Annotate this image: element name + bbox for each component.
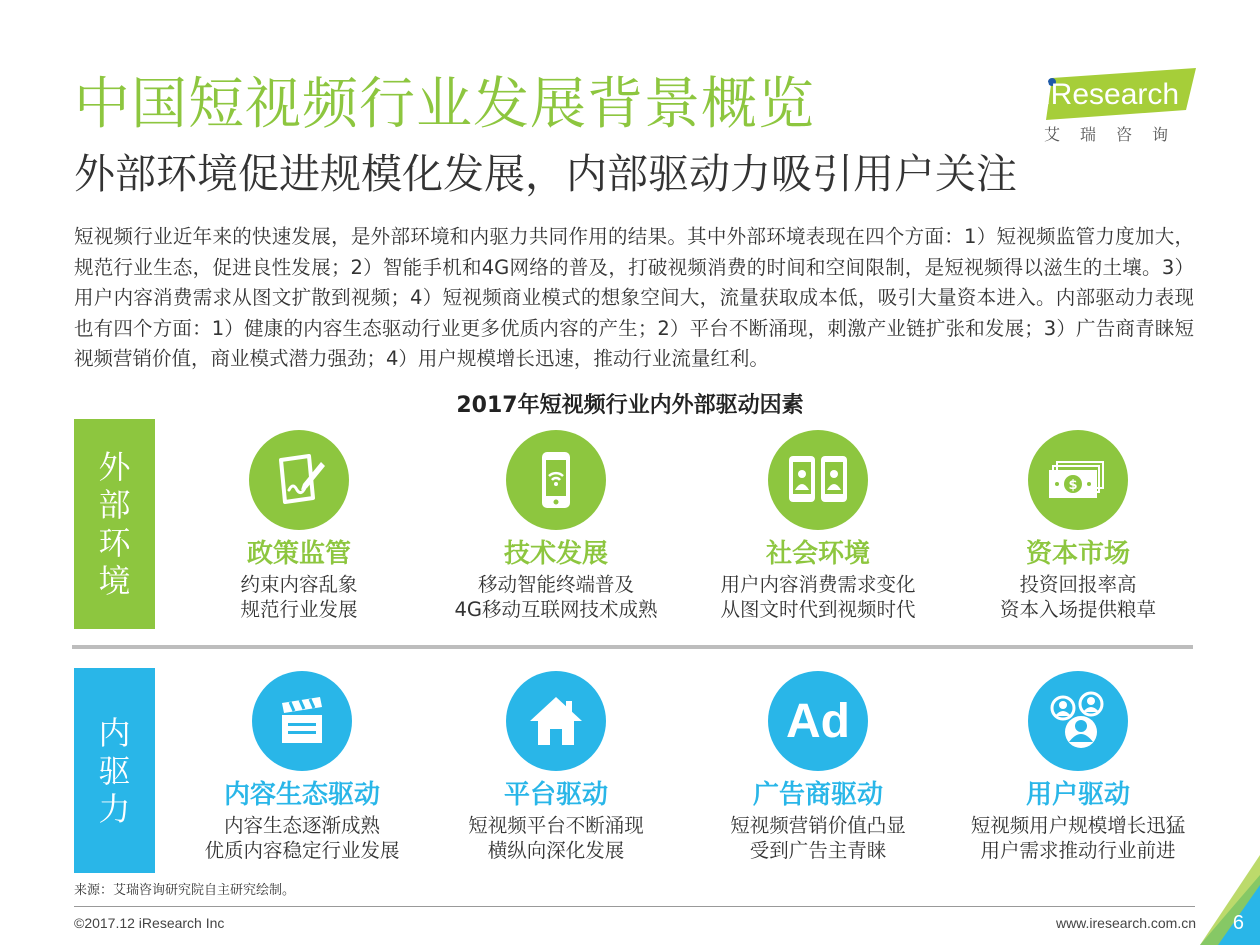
ad-icon (768, 671, 868, 771)
factor-policy (169, 430, 429, 622)
document-sign-icon (249, 430, 349, 530)
factor-title: 平台驱动 (503, 780, 608, 810)
label-char: 境 (98, 562, 131, 600)
home-icon (506, 671, 606, 771)
factor-desc: 约束内容乱象 (240, 573, 358, 596)
intro-paragraph: 短视频行业近年来的快速发展，是外部环境和内驱力共同作用的结果。其中外部环境表现在四个方面：1）短视频监管力度加大，规范行业生态，促进良性发展；2）智能手机和4G网络的普及，打破视频消费的时间和空间限制，是短视频得以滋生的土壤。3）用户内容消费需求从图文扩散到视频；4）短视频商业模式的想象空间大，流量获取成本低，吸引大量资本进入。内部驱动力表现也有四个方面：1）健康的内容生态驱动行业更多优质内容的产生；2）平台不断涌现，刺激产业链扩张和发展；3）广告商青睐短视频营销价值，商业模式潜力强劲；4）用户规模增长迅速，推动行业流量红利。 (74, 225, 1194, 370)
factor-desc: 规范行业发展 (240, 598, 358, 621)
factor-desc: 从图文时代到视频时代 (720, 598, 916, 621)
factor-desc: 用户内容消费需求变化 (720, 573, 916, 596)
source-note: 来源：艾瑞咨询研究院自主研究绘制。 (74, 883, 296, 898)
label-char: 部 (98, 486, 131, 524)
factor-desc: 移动智能终端普及 (477, 573, 634, 596)
factor-desc: 横纵向深化发展 (487, 839, 625, 862)
copyright-text: ©2017.12 iResearch Inc (74, 915, 225, 931)
factor-content (172, 671, 432, 863)
factor-title: 内容生态驱动 (223, 780, 380, 810)
factor-title: 政策监管 (246, 539, 351, 569)
factor-desc: 受到广告主青睐 (749, 839, 887, 862)
svg-text:Ad: Ad (786, 695, 850, 748)
label-char: 内 (98, 713, 131, 752)
factor-advertiser (688, 671, 948, 863)
iresearch-logo (1038, 68, 1198, 148)
website-link[interactable]: www.iresearch.com.cn (1055, 915, 1196, 931)
label-char: 环 (98, 524, 131, 562)
external-environment-label (74, 419, 155, 629)
smartphone-wifi-icon (506, 430, 606, 530)
section-divider (72, 645, 1193, 649)
factor-capital (948, 430, 1208, 622)
factor-desc: 短视频营销价值凸显 (730, 814, 906, 837)
svg-text:$: $ (1068, 478, 1078, 493)
factor-title: 技术发展 (503, 539, 608, 569)
chart-title: 2017年短视频行业内外部驱动因素 (456, 393, 804, 418)
internal-drivers-label (74, 668, 155, 873)
factor-title: 用户驱动 (1025, 780, 1130, 810)
label-char: 力 (98, 789, 131, 828)
factor-desc: 短视频用户规模增长迅猛 (970, 814, 1186, 837)
factor-title: 社会环境 (765, 539, 870, 569)
factor-title: 资本市场 (1025, 539, 1130, 569)
corner-decoration (1200, 855, 1260, 945)
clapperboard-icon (252, 671, 352, 771)
factor-desc: 短视频平台不断涌现 (468, 814, 644, 837)
logo-brand-text: iResearch (1044, 78, 1180, 111)
factor-desc: 优质内容稳定行业发展 (204, 839, 400, 862)
factor-platform (426, 671, 686, 863)
factor-technology (426, 430, 686, 622)
label-char: 驱 (98, 751, 131, 790)
factor-desc: 内容生态逐渐成熟 (223, 814, 380, 837)
page-number: 6 (1232, 912, 1244, 934)
factor-society (688, 430, 948, 622)
label-char: 外 (98, 448, 131, 486)
page-subtitle: 外部环境促进规模化发展，内部驱动力吸引用户关注 (74, 150, 1017, 198)
page-title: 中国短视频行业发展背景概览 (74, 72, 815, 137)
factor-users (948, 671, 1208, 863)
factor-desc: 用户需求推动行业前进 (980, 839, 1176, 862)
money-stack-icon (1028, 430, 1128, 530)
factor-desc: 4G移动互联网技术成熟 (454, 598, 658, 621)
footer-divider (74, 906, 1195, 907)
factor-desc: 资本入场提供粮草 (999, 598, 1156, 621)
factor-title: 广告商驱动 (752, 780, 883, 810)
users-icon (1028, 671, 1128, 771)
video-chat-icon (768, 430, 868, 530)
factor-desc: 投资回报率高 (1019, 573, 1137, 596)
logo-cn-text: 艾瑞咨询 (1044, 125, 1189, 144)
